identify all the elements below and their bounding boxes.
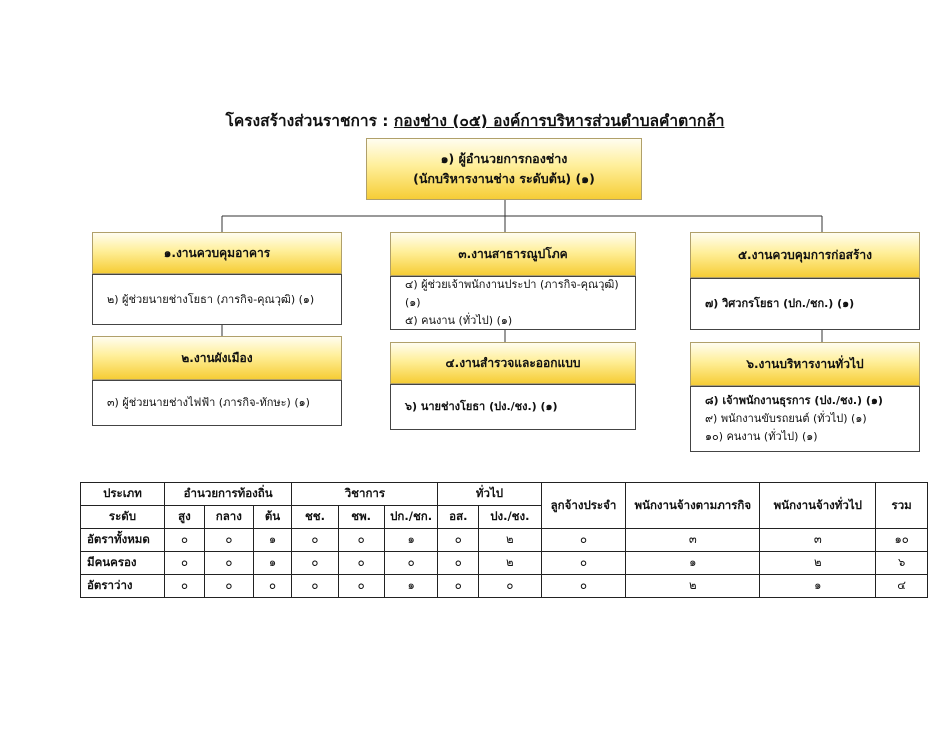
unit5-header: ๕.งานควบคุมการก่อสร้าง	[690, 232, 920, 278]
sub-chch: ชช.	[292, 506, 338, 529]
table-cell: ๐	[164, 552, 204, 575]
page-title	[0, 108, 950, 133]
table-cell: ๑	[626, 552, 760, 575]
title-main: กองช่าง (๐๕) องค์การบริหารส่วนตำบลคำตากล้า	[393, 112, 725, 130]
staff-summary-table	[80, 482, 928, 598]
table-cell: ๒	[626, 575, 760, 598]
unit6-body	[690, 386, 920, 452]
header-type: ประเภท	[81, 483, 165, 506]
unit1-body	[92, 274, 342, 325]
table-cell: ๐	[384, 552, 438, 575]
unit2-body	[92, 380, 342, 426]
sub-early: ต้น	[253, 506, 292, 529]
row-label: มีคนครอง	[81, 552, 165, 575]
unit6-header: ๖.งานบริหารงานทั่วไป	[690, 342, 920, 386]
group-general: ทั่วไป	[438, 483, 541, 506]
table-cell: ๐	[164, 575, 204, 598]
unit4-header: ๔.งานสำรวจและออกแบบ	[390, 342, 636, 384]
sub-os: อส.	[438, 506, 479, 529]
unit3-item-2: ๕) คนงาน (ทั่วไป) (๑)	[405, 314, 513, 327]
unit3-body	[390, 276, 636, 330]
row-label: อัตราว่าง	[81, 575, 165, 598]
director-box	[366, 138, 642, 200]
table-cell: ๑	[253, 529, 292, 552]
table-cell: ๐	[205, 529, 254, 552]
unit6-item-1: ๘) เจ้าพนักงานธุรการ (ปง./ชง.) (๑)	[705, 394, 883, 407]
table-cell: ๑	[760, 575, 876, 598]
table-cell: ๐	[338, 575, 384, 598]
table-row	[81, 575, 928, 598]
group-total: รวม	[876, 483, 928, 529]
table-cell: ๐	[479, 575, 541, 598]
table-cell: ๒	[479, 529, 541, 552]
group-general-employee: พนักงานจ้างทั่วไป	[760, 483, 876, 529]
table-cell: ๐	[292, 552, 338, 575]
director-line1: ๑) ผู้อำนวยการกองช่าง	[440, 151, 568, 166]
table-cell: ๖	[876, 552, 928, 575]
table-cell: ๐	[338, 529, 384, 552]
table-cell: ๐	[164, 529, 204, 552]
table-cell: ๐	[541, 552, 626, 575]
sub-chp: ชพ.	[338, 506, 384, 529]
unit3-header: ๓.งานสาธารณูปโภค	[390, 232, 636, 276]
unit6-item-3: ๑๐) คนงาน (ทั่วไป) (๑)	[705, 430, 818, 443]
table-cell: ๐	[438, 552, 479, 575]
sub-high: สูง	[164, 506, 204, 529]
table-cell: ๔	[876, 575, 928, 598]
title-prefix: โครงสร้างส่วนราชการ :	[225, 112, 394, 130]
table-cell: ๐	[205, 575, 254, 598]
table-cell: ๑	[384, 575, 438, 598]
table-cell: ๐	[292, 575, 338, 598]
table-row	[81, 529, 928, 552]
table-cell: ๐	[541, 575, 626, 598]
unit1-item-1: ๒) ผู้ช่วยนายช่างโยธา (ภารกิจ-คุณวุฒิ) (๑)	[107, 292, 315, 306]
unit1-header: ๑.งานควบคุมอาคาร	[92, 232, 342, 274]
table-row	[81, 552, 928, 575]
table-cell: ๑	[253, 552, 292, 575]
group-academic: วิชาการ	[292, 483, 438, 506]
table-cell: ๐	[438, 575, 479, 598]
header-level: ระดับ	[81, 506, 165, 529]
unit4-item-1: ๖) นายช่างโยธา (ปง./ชง.) (๑)	[405, 400, 558, 413]
group-mission-employee: พนักงานจ้างตามภารกิจ	[626, 483, 760, 529]
unit5-body	[690, 278, 920, 330]
table-cell: ๑	[384, 529, 438, 552]
row-label: อัตราทั้งหมด	[81, 529, 165, 552]
table-cell: ๑๐	[876, 529, 928, 552]
unit2-item-1: ๓) ผู้ช่วยนายช่างไฟฟ้า (ภารกิจ-ทักษะ) (๑)	[107, 396, 310, 409]
sub-pg-chg: ปง./ชง.	[479, 506, 541, 529]
table-cell: ๓	[760, 529, 876, 552]
table-cell: ๓	[626, 529, 760, 552]
table-cell: ๐	[541, 529, 626, 552]
table-cell: ๒	[760, 552, 876, 575]
unit5-item-1: ๗) วิศวกรโยธา (ปก./ชก.) (๑)	[705, 297, 855, 310]
table-cell: ๐	[338, 552, 384, 575]
unit3-item-1: ๔) ผู้ช่วยเจ้าพนักงานประปา (ภารกิจ-คุณวุฒิ) (๑)	[405, 278, 619, 309]
director-line2: (นักบริหารงานช่าง ระดับต้น) (๑)	[413, 171, 595, 186]
sub-middle: กลาง	[205, 506, 254, 529]
table-cell: ๐	[205, 552, 254, 575]
unit4-body	[390, 384, 636, 430]
table-cell: ๒	[479, 552, 541, 575]
table-cell: ๐	[438, 529, 479, 552]
unit2-header: ๒.งานผังเมือง	[92, 336, 342, 380]
group-permanent-employee: ลูกจ้างประจำ	[541, 483, 626, 529]
sub-pk-chk: ปก./ชก.	[384, 506, 438, 529]
group-local-admin: อำนวยการท้องถิ่น	[164, 483, 291, 506]
table-cell: ๐	[292, 529, 338, 552]
table-cell: ๐	[253, 575, 292, 598]
unit6-item-2: ๙) พนักงานขับรถยนต์ (ทั่วไป) (๑)	[705, 412, 867, 425]
